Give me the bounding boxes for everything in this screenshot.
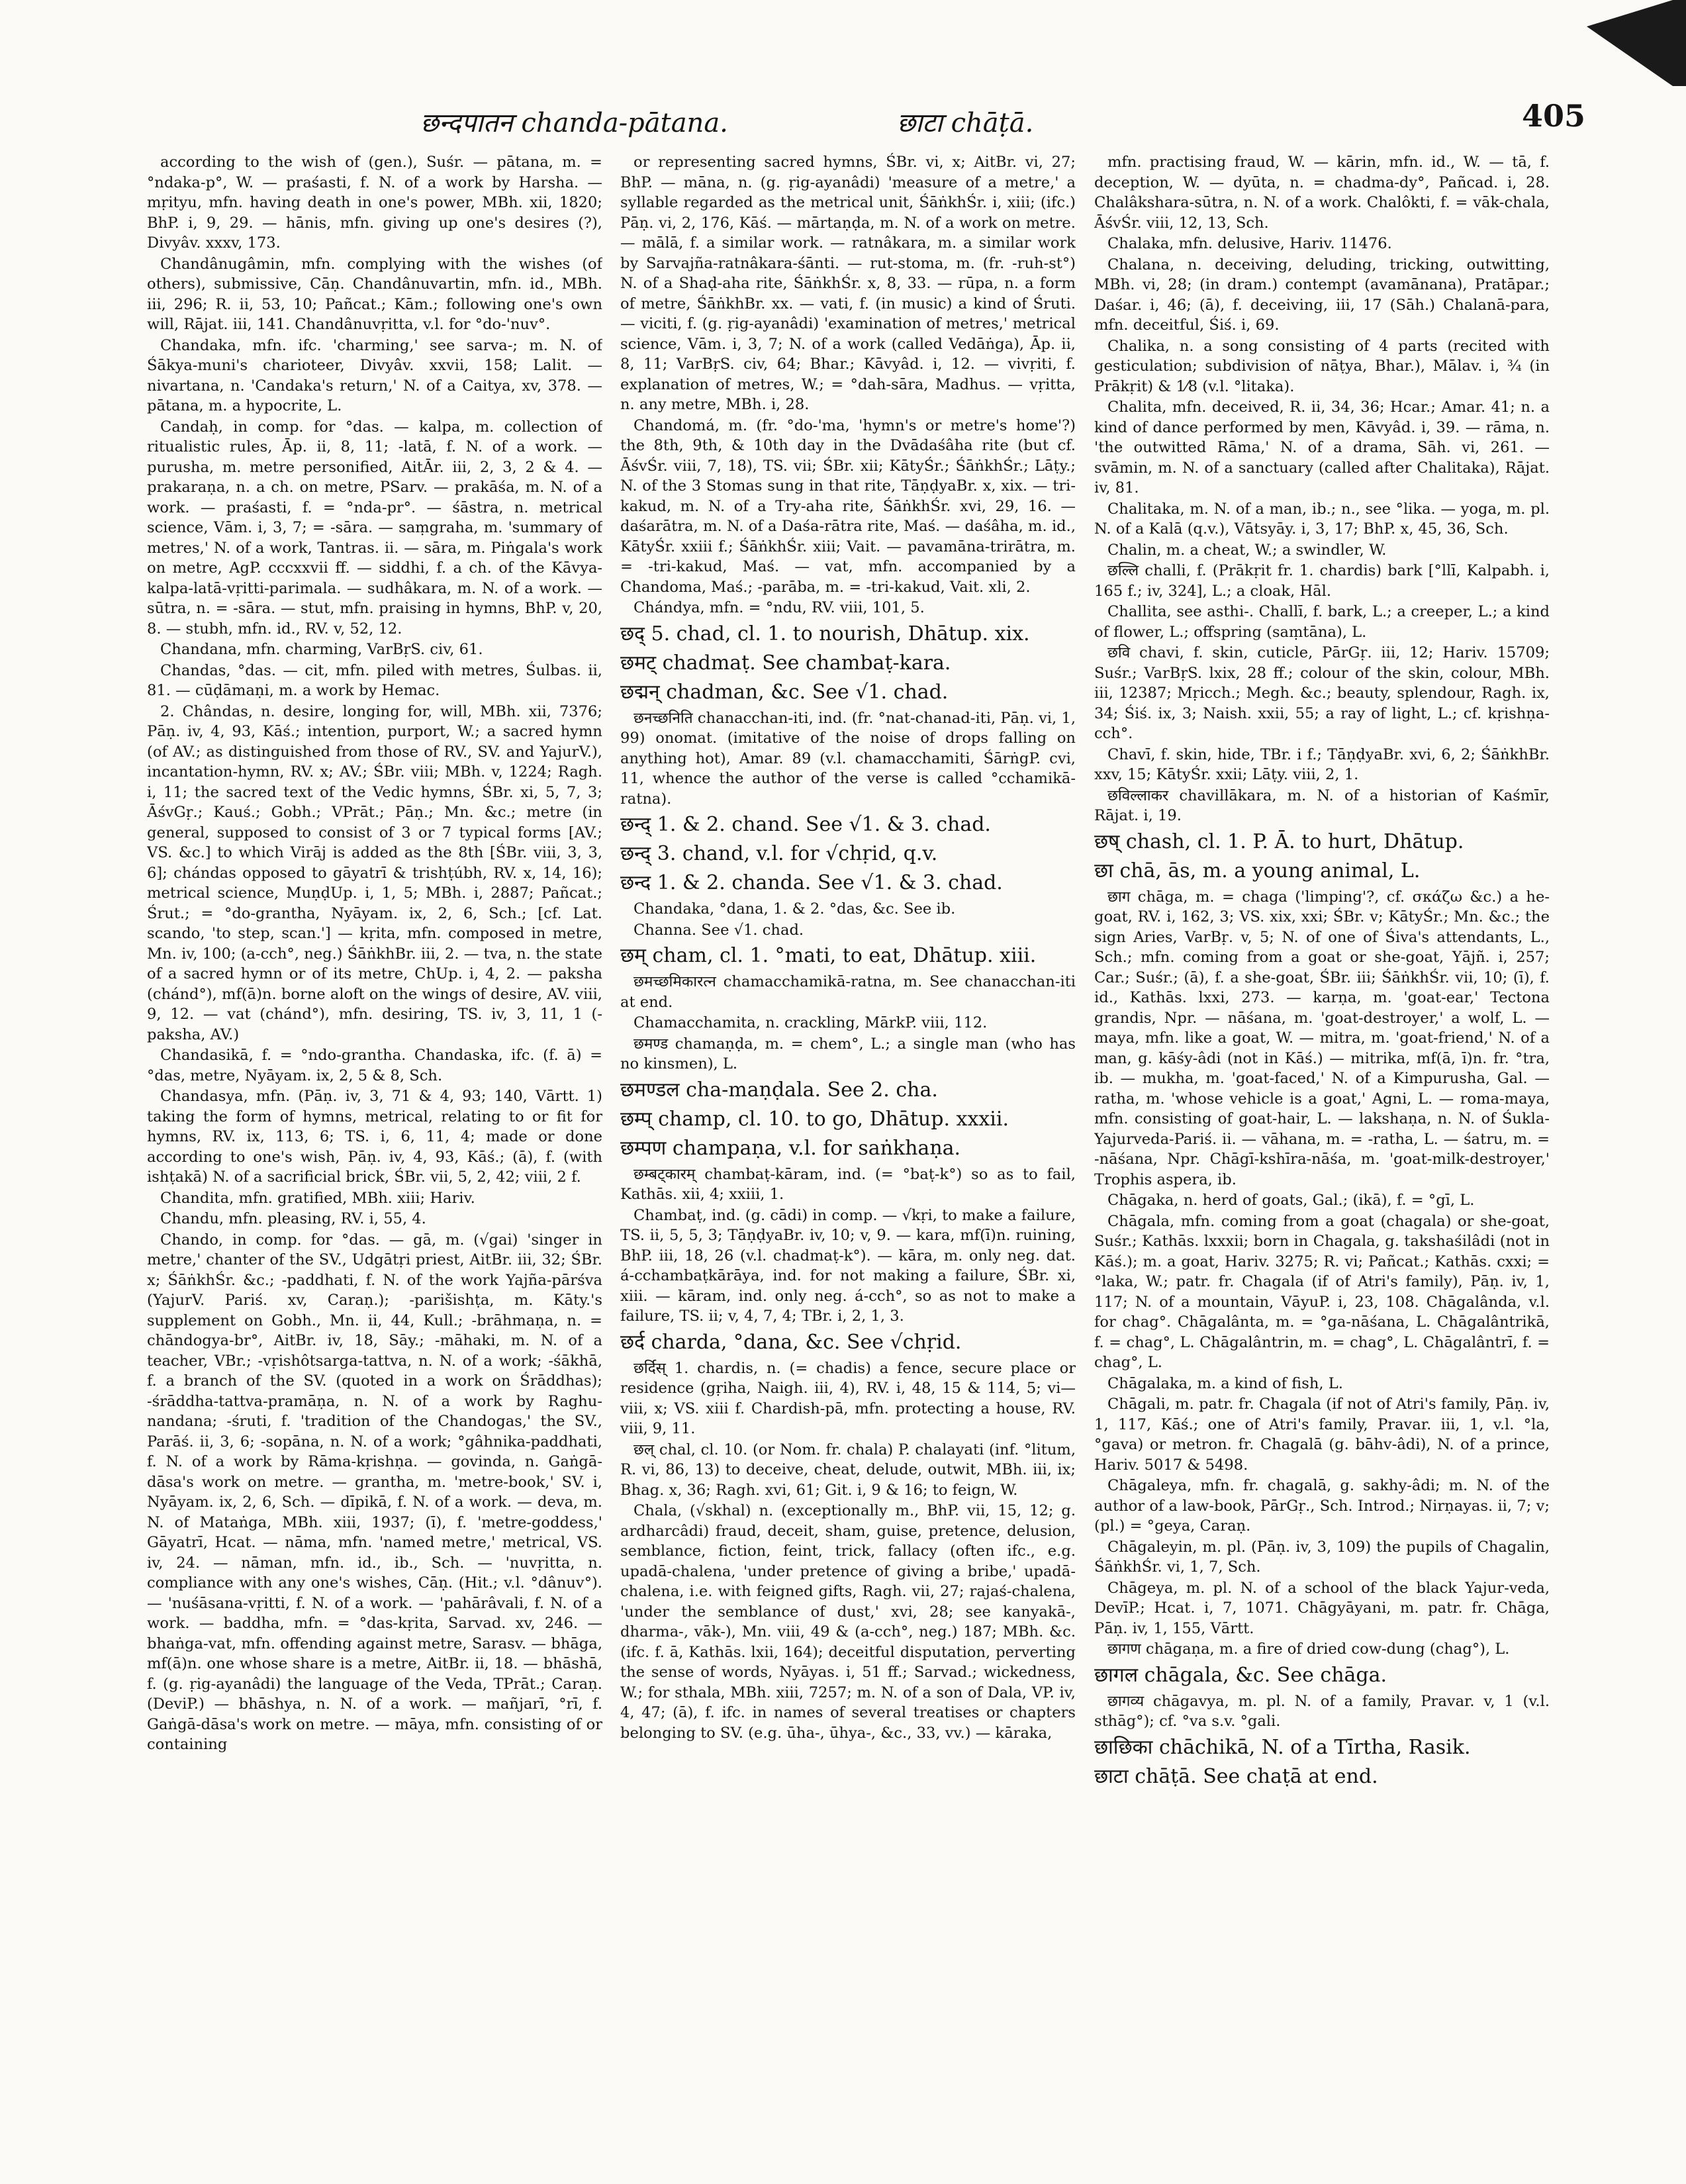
dictionary-entry: Candaḥ, in comp. for °das. — kalpa, m. collection of ritualistic rules, Āp. ii, 8, 11; -latā, f. N. of a work. — purusha, m. metre personified, AitĀr. iii, 2, 3, 2 & 4. — prakaraṇa, n. a ch. on metre, PSarv. — prakāśa, m. N. of a work. — praśasti, f. = °nda-pr°. — śāstra, n. metrical science, Vām. i, 3, 7; = -sāra. — saṃgraha, m. 'summary of metres,' N. of a work, Tantras. ii. — sāra, m. Piṅgala's work on metre, AgP. cccxxvii ff. — siddhi, f. a ch. of the Kāvya-kalpa-latā-vṛitti-parimala. — sudhâkara, m. N. of a work. — sūtra, n. = -sāra. — stut, mfn. praising in hymns, BhP. v, 20, 8. — stubh, mfn. id., RV. v, 52, 12. (147, 418, 602, 638)
dictionary-entry: छष् chash, cl. 1. P. Ā. to hurt, Dhātup. (1094, 830, 1464, 853)
dictionary-entry: Chandas, °das. — cit, mfn. piled with metres, Śulbas. ii, 81. — cūḍāmaṇi, m. a work by Hemac. (147, 661, 602, 699)
dictionary-entry: छम्पण champaṇa, v.l. for saṅkhaṇa. (620, 1136, 961, 1160)
dictionary-entry: छल् chal, cl. 10. (or Nom. fr. chala) P. chalayati (inf. °litum, R. vi, 86, 13) to deceive, cheat, delude, outwit, MBh. iii, ix; Bhag. x, 36; Ragh. xvi, 61; Git. i, 9 & 16; to feign, W. (620, 1441, 1076, 1499)
dictionary-entry: छम् cham, cl. 1. °mati, to eat, Dhātup. xiii. (620, 944, 1037, 967)
dictionary-entry: छद्मन् chadman, &c. See √1. chad. (620, 680, 949, 704)
dictionary-entry: Chándya, mfn. = °ndu, RV. viii, 101, 5. (633, 599, 925, 616)
dictionary-entry: छाछिका chāchikā, N. of a Tīrtha, Rasik. (1094, 1735, 1471, 1759)
dictionary-entry: mfn. practising fraud, W. — kārin, mfn. id., W. — tā, f. deception, W. — dyūta, n. = chadma-dy°, Pañcad. i, 28. Chalâkshara-sūtra, n. N. of a work. Chalôkti, f. = vāk-chala, ĀśvŚr. viii, 12, 13, Sch. (1094, 154, 1550, 232)
dictionary-entry: छमच्छमिकारत्न chamacchamikā-ratna, m. See chanacchan-iti at end. (620, 973, 1076, 1011)
dictionary-entry: छन्द् 3. chand, v.l. for √chṛid, q.v. (620, 842, 938, 865)
running-header (149, 98, 1585, 144)
dictionary-entry: 2. Chândas, n. desire, longing for, will, MBh. xii, 7376; Pāṇ. iv, 4, 93, Kāś.; intention, purport, W.; a sacred hymn (of AV.; as distinguished from those of RV., SV. and YajurV.), incantation-hymn, RV. x; AV.; ŚBr. viii; MBh. v, 1224; Ragh. i, 11; the sacred text of the Vedic hymns, ŚBr. xi, 5, 7, 3; ĀśvGṛ.; Kauś.; Gobh.; VPrāt.; Pāṇ.; Mn. &c.; metre (in general, supposed to consist of 3 or 7 typical forms [AV.; VS. &c.] to which Virāj is added as the 8th [ŚBr. viii, 3, 3, 6]; chándas opposed to gāyatrī & trishṭúbh, RV. x, 14, 16); metrical science, MuṇḍUp. i, 1, 5; MBh. i, 2887; Pañcat.; Śrut.; = °do-grantha, Nyāyam. ix, 2, 6, Sch.; [cf. Lat. scando, 'to step, scan.'] — kṛita, mfn. composed in metre, Mn. iv, 100; (a-cch°, neg.) ŚāṅkhBr. iii, 2. — tva, n. the state of a sacred hymn or of its metre, ChUp. i, 4, 2. — paksha (chánd°), mf(ā)n. borne aloft on the wings of desire, AV. viii, 9, 12. — vat (chánd°), mfn. desiring, TS. iv, 3, 11, 1 (-paksha, AV.) (147, 702, 602, 1043)
dictionary-entry: छमट् chadmaṭ. See chambaṭ-kara. (620, 651, 951, 675)
dictionary-entry: छवि chavi, f. skin, cuticle, PārGṛ. iii, 12; Hariv. 15709; Suśr.; VarBṛS. lxix, 28 ff.; colour of the skin, colour, MBh. iii, 12387; Mṛicch.; Megh. &c.; beauty, splendour, Ragh. ix, 34; Śiś. ix, 3; Naish. xxii, 55; a ray of light, L.; cf. kṛishṇa-cch°. (1094, 644, 1550, 742)
dictionary-entry: Chāgala, mfn. coming from a goat (chagala) or she-goat, Suśr.; Kathās. lxxxii; born in Chagala, g. takshaśilâdi (not in Kāś.); m. a goat, Hariv. 3275; R. vi; Pañcat.; Kathās. cxxi; = °laka, W.; patr. fr. Chagala (if of Atri's family), Pāṇ. iv, 1, 117; N. of a mountain, VāyuP. i, 23, 108. Chāgalânda, v.l. for chag°. Chāgalânta, m. = °ga-nāśana, L. Chāgalântrikā, f. = chag°, L. Chāgalântrin, m. = chag°, L. Chāgalântrī, f. = chag°, L. (1094, 1212, 1550, 1371)
dictionary-entry: Chandânugâmin, mfn. complying with the wishes (of others), submissive, Cāṇ. Chandânuvartin, mfn. id., MBh. iii, 296; R. ii, 53, 10; Pañcat.; Kām.; following one's own will, Rājat. iii, 141. Chandânuvṛitta, v.l. for °do-'nuv°. (147, 255, 602, 333)
dictionary-entry: छमण्डल cha-maṇḍala. See 2. cha. (620, 1078, 938, 1102)
dictionary-entry: Chalaka, mfn. delusive, Hariv. 11476. (1107, 235, 1392, 252)
dictionary-entry: Chāgaleya, mfn. fr. chagalā, g. sakhy-âdi; m. N. of the author of a law-book, PārGṛ., Sch. Introd.; Nirṇayas. ii, 7; v; (pl.) = °geya, Caraṇ. (1094, 1477, 1550, 1535)
header-right-guideword: छाटा chāṭā. (897, 108, 1034, 138)
dictionary-column-2 (620, 152, 1076, 2158)
dictionary-entry: छनच्छनिति chanacchan-iti, ind. (fr. °nat-chanad-iti, Pāṇ. vi, 1, 99) onomat. (imitative of the noise of drops falling on anything hot), Amar. 89 (v.l. chamacchamiti, ŚārṅgP. cvi, 11, whence the author of the verse is called °cchamikā-ratna). (620, 709, 1076, 808)
dictionary-entry: according to the wish of (gen.), Suśr. — pātana, m. = °ndaka-p°, W. — praśasti, f. N. of a work by Harsha. — mṛityu, mfn. having death in one's power, MBh. xii, 1820; BhP. i, 9, 29. — hānis, mfn. giving up one's desires (?), Divyâv. xxxv, 173. (147, 154, 602, 252)
dictionary-entry: छर्दिस् 1. chardis, n. (= chadis) a fence, secure place or residence (gṛiha, Naigh. iii, 4), RV. i, 48, 15 & 114, 5; vi—viii, x; VS. xiii f. Chardish-pā, mfn. protecting a house, RV. viii, 9, 11. (620, 1359, 1076, 1437)
dictionary-entry: छाग chāga, m. = chaga ('limping'?, cf. σκάζω &c.) a he-goat, RV. i, 162, 3; VS. xix, xxi; ŚBr. v; KātyŚr.; Mn. &c.; the sign Aries, VarBṛ. v, 5; N. of one of Śiva's attendants, L., Sch.; mfn. coming from a goat or she-goat, Yājñ. i, 257; Car.; Suśr.; (ā), f. a she-goat, ŚBr. iii; ŚāṅkhŚr. vii, 10; (ī), f. id., Kathās. lxxi, 273. — karṇa, m. 'goat-ear,' Tectona grandis, Npr. — nāśana, m. 'goat-destroyer,' a wolf, L. — maya, mfn. like a goat, W. — mitra, m. 'goat-friend,' N. of a man, g. kāśy-âdi (not in Kāś.) — mitrika, mf(ā, ī)n. fr. °tra, ib. — mukha, m. 'goat-faced,' N. of a Kimpurusha, Gal. — ratha, m. 'whose vehicle is a goat,' Agni, L. — roma-maya, mfn. consisting of goat-hair, L. — lakshaṇa, n. N. of Śukla-Yajurveda-Pariś. ii. — vāhana, m. = -ratha, L. — śatru, m. = -nāśana, Npr. Chāgī-kshīra-nāśa, m. 'goat-milk-destroyer,' Trophis aspera, ib. (1094, 888, 1550, 1188)
page-number: 405 (1521, 98, 1585, 134)
dictionary-entry: Chāgeya, m. pl. N. of a school of the black Yajur-veda, DevīP.; Hcat. i, 7, 1071. Chāgyāyani, m. patr. fr. Chāga, Pāṇ. iv, 1, 155, Vārtt. (1094, 1579, 1550, 1637)
dictionary-entry: Chandita, mfn. gratified, MBh. xiii; Hariv. (160, 1189, 475, 1207)
dictionary-entry: छम्बट्कारम् chambaṭ-kāram, ind. (= °baṭ-k°) so as to fail, Kathās. xii, 4; xxiii, 1. (620, 1165, 1076, 1203)
dictionary-entry: Chandana, mfn. charming, VarBṛS. civ, 61. (160, 641, 483, 658)
dictionary-entry: Chandasya, mfn. (Pāṇ. iv, 3, 71 & 4, 93; 140, Vārtt. 1) taking the form of hymns, metrical, relating to or fit for hymns, RV. ix, 113, 6; TS. i, 6, 11, 4; made or done according to one's wish, Pāṇ. iv, 4, 93, Kāś.; (ā), f. (with ishṭakā) N. of a sacrificial brick, ŚBr. vii, 5, 2, 42; viii, 2 f. (147, 1088, 602, 1186)
dictionary-entry: छम्प् champ, cl. 10. to go, Dhātup. xxxii. (620, 1107, 1009, 1131)
dictionary-entry: Chalitaka, m. N. of a man, ib.; n., see °lika. — yoga, m. pl. N. of a Kalā (q.v.), Vātsyāy. i, 3, 17; BhP. x, 45, 36, Sch. (1094, 500, 1550, 538)
dictionary-entry: छन्द 1. & 2. chanda. See √1. & 3. chad. (620, 871, 1003, 894)
dictionary-entry: Chāgalaka, m. a kind of fish, L. (1107, 1374, 1343, 1392)
dictionary-entry: or representing sacred hymns, ŚBr. vi, x; AitBr. vi, 27; BhP. — māna, n. (g. ṛig-ayanâdi) 'measure of a metre,' a syllable regarded as the metrical unit, ŚāṅkhŚr. i, xiii; (ifc.) Pāṇ. vi, 2, 176, Kāś. — mārtaṇḍa, m. N. of a work on metre. — mālā, f. a similar work. — ratnâkara, m. a similar work by Sarvajña-ratnâkara-śānti. — rut-stoma, m. (fr. -ruh-st°) N. of a Shaḍ-aha rite, ŚāṅkhŚr. x, 8, 33. — rūpa, n. a form of metre, ŚāṅkhBr. xx. — vati, f. (in music) a kind of Śruti. — viciti, f. (g. ṛig-ayanâdi) 'examination of metres,' metrical science, Vām. i, 3, 7; N. of a work (called Vedāṅga), Āp. ii, 8, 11; VarBṛS. civ, 64; Bhar.; Kāvyâd. i, 12. — vivṛiti, f. explanation of metres, W.; = °dah-sāra, Madhus. — vṛitta, n. any metre, MBh. i, 28. (620, 154, 1076, 413)
dictionary-entry: Chāgaleyin, m. pl. (Pāṇ. iv, 3, 109) the pupils of Chagalin, ŚāṅkhŚr. vi, 1, 7, Sch. (1094, 1538, 1550, 1576)
dictionary-entry: Chāgaka, n. herd of goats, Gal.; (ikā), f. = °gī, L. (1107, 1192, 1475, 1209)
dictionary-entry: Chavī, f. skin, hide, TBr. i f.; TāṇḍyaBr. xvi, 6, 2; ŚāṅkhBr. xxv, 15; KātyŚr. xxii; Lāṭy. viii, 2, 1. (1094, 745, 1550, 783)
dictionary-entry: Chalika, n. a song consisting of 4 parts (recited with gesticulation; subdivision of nāṭya, Bhar.), Mālav. i, ¾ (in Prākṛit) & 1⁄8 (v.l. °litaka). (1094, 337, 1550, 395)
dictionary-column-3 (1094, 152, 1550, 2158)
page-corner-mark (1573, 0, 1686, 86)
dictionary-entry: Chala, (√skhal) n. (exceptionally m., BhP. vii, 15, 12; g. ardharcâdi) fraud, deceit, sham, guise, pretence, delusion, semblance, fiction, feint, trick, fallacy (often ifc., e.g. upadā-chalena, 'under pretence of giving a bribe,' upadā-chalena, i.e. with feigned gifts, Ragh. vii, 27; rajaś-chalena, 'under the semblance of dust,' xvi, 28; see kanyakā-, dharma-, vāk-), Mn. viii, 49 & (a-cch°, neg.) 187; MBh. &c. (ifc. f. ā, Kathās. lxii, 164); deceitful disputation, perverting the sense of words, Nyāyas. i, 51 ff.; Sarvad.; wickedness, W.; for sthala, MBh. xiii, 7257; m. N. of a son of Dala, VP. iv, 4, 47; (ā), f. ifc. in names of several treatises or chapters belonging to SV. (e.g. ūha-, ūhya-, &c., 33, vv.) — kāraka, (620, 1502, 1076, 1742)
dictionary-entry: छागव्य chāgavya, m. pl. N. of a family, Pravar. v, 1 (v.l. sthāg°); cf. °va s.v. °gali. (1094, 1692, 1550, 1730)
dictionary-entry: Chandaka, mfn. ifc. 'charming,' see sarva-; m. N. of Śākya-muni's charioteer, Divyâv. xxvii, 158; Lalit. — nivartana, n. 'Candaka's return,' N. of a Caitya, xv, 378. — pātana, m. a hypocrite, L. (147, 336, 602, 414)
dictionary-entry: Challita, see asthi-. Challī, f. bark, L.; a creeper, L.; a kind of flower, L.; offspring (saṃtāna), L. (1094, 603, 1550, 641)
dictionary-entry: छमण्ड chamaṇḍa, m. = chem°, L.; a single man (who has no kinsmen), L. (620, 1035, 1076, 1072)
dictionary-entry: Chandu, mfn. pleasing, RV. i, 55, 4. (160, 1210, 426, 1227)
dictionary-entry: छन्द् 1. & 2. chand. See √1. & 3. chad. (620, 813, 991, 836)
dictionary-entry: छाटा chāṭā. See chaṭā at end. (1094, 1764, 1378, 1788)
dictionary-entry: छविल्लाकर chavillākara, m. N. of a historian of Kaśmīr, Rājat. i, 19. (1094, 786, 1550, 824)
dictionary-entry: Chalita, mfn. deceived, R. ii, 34, 36; Hcar.; Amar. 41; n. a kind of dance performed by men, Kāvyâd. i, 39. — rāma, n. 'the outwitted Rāma,' N. of a drama, Sāh. vi, 261. — svāmin, m. N. of a sanctuary (called after Chalitaka), Rājat. iv, 81. (1094, 399, 1550, 497)
dictionary-entry: छद् 5. chad, cl. 1. to nourish, Dhātup. xix. (620, 622, 1030, 645)
dictionary-entry: Chando, in comp. for °das. — gā, m. (√gai) 'singer in metre,' chanter of the SV., Udgātṛi priest, AitBr. iii, 32; ŚBr. x; ŚāṅkhŚr. &c.; -paddhati, f. N. of the work Yajña-pārśva (YajurV. Pariś. xv, Caraṇ.); -parišishṭa, m. Kāty.'s supplement on Gobh., Mn. ii, 44, Kull.; -brāhmaṇa, n. = chāndogya-br°, AitBr. iv, 18, Sāy.; -māhaki, m. N. of a teacher, VBr.; -vṛishôtsarga-tattva, n. N. of a work; -śākhā, f. a branch of the SV. (quoted in a work on Śrāddhas); -śrāddha-tattva-pramāṇa, n. N. of a work by Raghu-nandana; -śruti, f. 'tradition of the Chandogas,' the SV., Parāś. ii, 3, 6; -sopāna, n. N. of a work; °gâhnika-paddhati, f. N. of a work by Rāma-kṛishṇa. — govinda, n. Gaṅgā-dāsa's work on metre. — grantha, m. 'metre-book,' SV. i, Nyāyam. ix, 2, 6, Sch. — dīpikā, f. N. of a work. — deva, m. N. of Mataṅga, MBh. xiii, 1937; (ī), f. 'metre-goddess,' Gāyatrī, Hcat. — nāma, mfn. 'named metre,' metrical, VS. iv, 24. — nāman, mfn. id., ib., Sch. — 'nuvṛitta, n. compliance with any one's wishes, Cāṇ. (Hit.; v.l. °dânuv°). — 'nuśāsana-vṛitti, f. N. of a work. — 'pahārâvali, f. N. of a work. — baddha, mfn. = °das-kṛita, Sarvad. xv, 246. — bhaṅga-vat, mfn. offending against metre, Sarasv. — bhāga, mf(ā)n. one whose share is a metre, AitBr. ii, 18. — bhāshā, f. (g. ṛig-ayanâdi) the language of the Veda, TPrāt.; Caraṇ. (DeviP.) — bhāshya, n. N. of a work. — mañjarī, °rī, f. Gaṅgā-dāsa's work on metre. — māya, mfn. consisting of or containing (147, 1231, 602, 1753)
dictionary-entry: Chalin, m. a cheat, W.; a swindler, W. (1107, 541, 1387, 559)
dictionary-entry: छागल chāgala, &c. See chāga. (1094, 1663, 1387, 1687)
dictionary-entry: छा chā, ās, m. a young animal, L. (1094, 859, 1421, 882)
header-left-guideword: छन्दपातन chanda-pātana. (420, 108, 728, 138)
dictionary-entry: Chāgali, m. patr. fr. Chagala (if not of Atri's family, Pāṇ. iv, 1, 117, Kāś.; one of Atri's family, Pravar. iii, 1, v.l. °la, °gava) or metron. fr. Chagalā (g. bāhv-âdi), N. of a prince, Hariv. 5017 & 5498. (1094, 1396, 1550, 1474)
dictionary-entry: Chambaṭ, ind. (g. cādi) in comp. — √kṛi, to make a failure, TS. ii, 5, 5, 3; TāṇḍyaBr. iv, 10; v, 9. — kara, mf(ī)n. ruining, BhP. iii, 18, 26 (v.l. chadmaṭ-k°). — kāra, m. only neg. dat. á-cchambaṭkārāya, ind. for not making a failure, ŚBr. xi, xiii. — kāram, ind. only neg. á-cch°, so as not to make a failure, TS. ii; v, 4, 7, 4; TBr. i, 2, 1, 3. (620, 1206, 1076, 1325)
dictionary-entry: छागण chāgaṇa, m. a fire of dried cow-dung (chag°), L. (1107, 1640, 1510, 1658)
dictionary-column-1 (147, 152, 602, 2158)
dictionary-entry: छल्लि challi, f. (Prākṛit fr. 1. chardis) bark [°llī, Kalpabh. i, 165 f.; iv, 324], L.; a cloak, Hāl. (1094, 562, 1550, 600)
dictionary-entry: छर्द charda, °dana, &c. See √chṛid. (620, 1330, 962, 1354)
dictionary-entry: Chamacchamita, n. crackling, MārkP. viii, 112. (633, 1014, 988, 1031)
dictionary-entry: Channa. See √1. chad. (633, 921, 804, 939)
dictionary-entry: Chandasikā, f. = °ndo-grantha. Chandaska, ifc. (f. ā) = °das, metre, Nyāyam. ix, 2, 5 & 8, Sch. (147, 1047, 602, 1084)
dictionary-entry: Chandomá, m. (fr. °do-'ma, 'hymn's or metre's home'?) the 8th, 9th, & 10th day in the Dvādaśâha rite (but cf. ĀśvŚr. viii, 7, 18), TS. vii; ŚBr. xii; KātyŚr.; ŚāṅkhŚr.; Lāṭy.; N. of the 3 Stomas sung in that rite, TāṇḍyaBr. x, xix. — tri-kakud, m. N. of a Try-aha rite, ŚāṅkhŚr. xvi, 29, 16. — daśarātra, m. N. of a Daśa-rātra rite, Maś. — daśâha, m. id., KātyŚr. xxiii f.; ŚāṅkhŚr. xiii; Vait. — pavamāna-trirātra, m. = -tri-kakud, Maś. — vat, mfn. accompanied by a Chandoma, Maś.; -parāba, m. = -tri-kakud, Vait. xli, 2. (620, 416, 1076, 596)
dictionary-entry: Chandaka, °dana, 1. & 2. °das, &c. See ib. (633, 900, 956, 918)
dictionary-entry: Chalana, n. deceiving, deluding, tricking, outwitting, MBh. vi, 28; (in dram.) contempt (avamānana), Pratāpar.; Daśar. i, 46; (ā), f. deceiving, iii, 17 (Sāh.) Chalanā-para, mfn. deceitful, Śiś. i, 69. (1094, 256, 1550, 334)
